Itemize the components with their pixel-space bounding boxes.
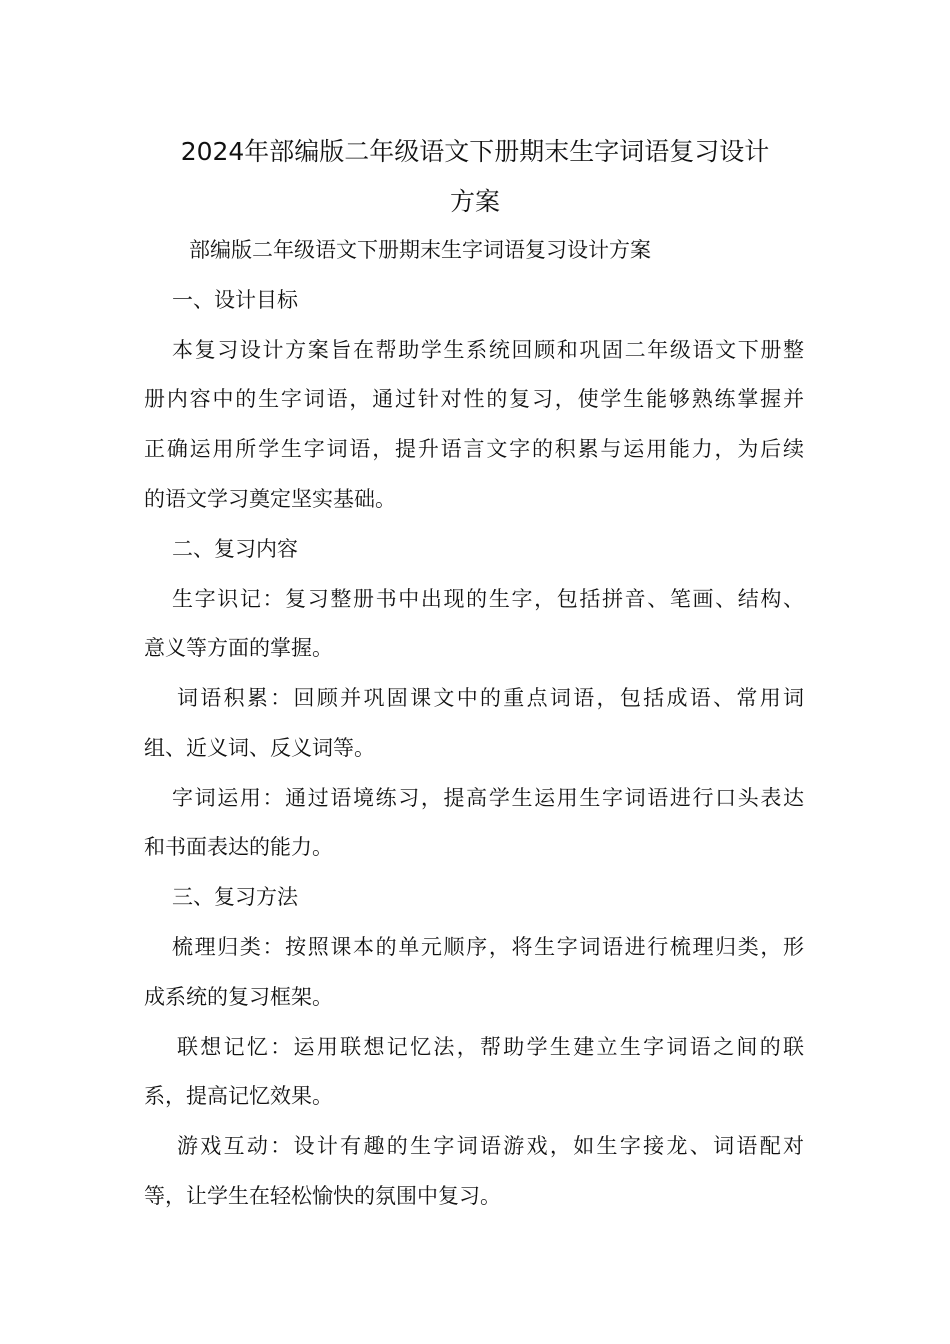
section1-heading: 一、设计目标	[172, 288, 298, 312]
section2-item-line: 组、近义词、反义词等。	[144, 736, 375, 760]
document-title-line2: 方案	[449, 187, 500, 216]
document-subtitle: 部编版二年级语文下册期末生字词语复习设计方案	[189, 238, 651, 262]
section2-item-line: 生字识记：复习整册书中出现的生字，包括拼音、笔画、结构、	[172, 587, 804, 611]
section3-item-line: 系，提高记忆效果。	[144, 1084, 333, 1108]
section1-paragraph-line: 本复习设计方案旨在帮助学生系统回顾和巩固二年级语文下册整	[172, 338, 804, 362]
document-title-line1: 2024年部编版二年级语文下册期末生字词语复习设计	[180, 137, 770, 166]
section1-paragraph-line: 册内容中的生字词语，通过针对性的复习，使学生能够熟练掌握并	[144, 387, 804, 411]
section2-item-line: 字词运用：通过语境练习，提高学生运用生字词语进行口头表达	[172, 786, 804, 810]
section2-item-line: 意义等方面的掌握。	[144, 636, 333, 660]
section2-heading: 二、复习内容	[172, 537, 298, 561]
section3-item-line: 游戏互动：设计有趣的生字词语游戏，如生字接龙、词语配对	[177, 1134, 804, 1158]
section3-item-line: 等，让学生在轻松愉快的氛围中复习。	[144, 1184, 501, 1208]
section3-item-line: 联想记忆：运用联想记忆法，帮助学生建立生字词语之间的联	[177, 1035, 804, 1059]
section3-item-line: 梳理归类：按照课本的单元顺序，将生字词语进行梳理归类，形	[172, 935, 804, 959]
section1-paragraph-line: 正确运用所学生字词语，提升语言文字的积累与运用能力，为后续	[144, 437, 804, 461]
section3-heading: 三、复习方法	[172, 885, 298, 909]
section2-item-line: 和书面表达的能力。	[144, 835, 333, 859]
section2-item-line: 词语积累：回顾并巩固课文中的重点词语，包括成语、常用词	[177, 686, 804, 710]
section1-paragraph-line: 的语文学习奠定坚实基础。	[144, 487, 396, 511]
section3-item-line: 成系统的复习框架。	[144, 985, 333, 1009]
